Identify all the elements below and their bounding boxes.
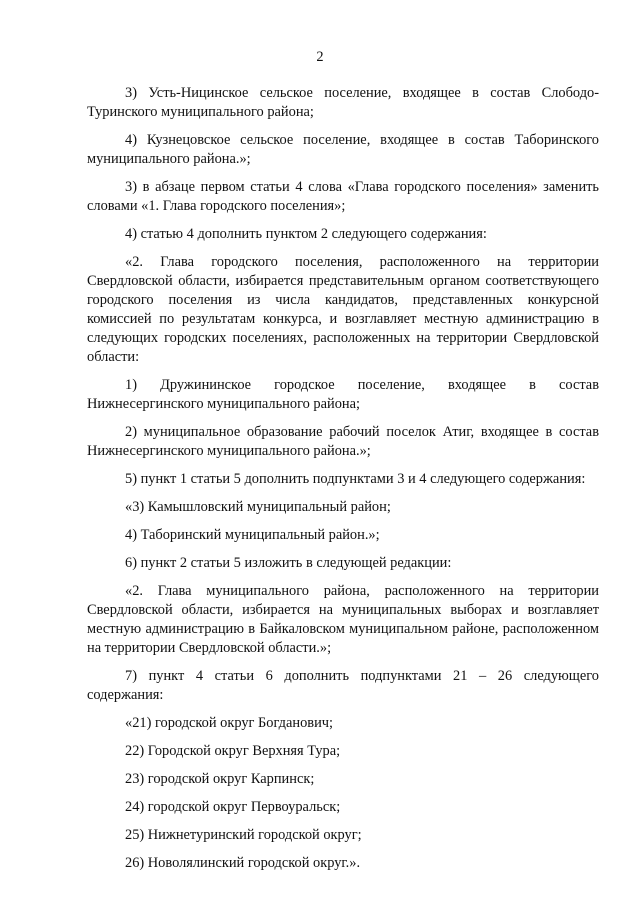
list-item: 25) Нижнетуринский городской округ; — [125, 827, 362, 843]
list-item: «21) городской округ Богданович; — [125, 715, 334, 731]
paragraph: «2. Глава городского поселения, расположенного на территории Свердловской области, избирается представительным органом соответствующего городского поселения из числа кандидатов, представленных конкурсной комиссией по результатам конкурса, и возглавляет местную администрацию в следующих городских поселениях, расположенных на территории Свердловской области: — [87, 254, 599, 365]
paragraph: 5) пункт 1 статьи 5 дополнить подпунктами 3 и 4 следующего содержания: — [125, 471, 586, 487]
list-item: 23) городской округ Карпинск; — [125, 771, 315, 787]
paragraph: 2) муниципальное образование рабочий поселок Атиг, входящее в состав Нижнесергинского муниципального района.»; — [87, 424, 599, 459]
paragraph: «3) Камышловский муниципальный район; — [125, 499, 391, 515]
paragraph: 4) Кузнецовское сельское поселение, входящее в состав Таборинского муниципального района.»; — [87, 132, 599, 167]
paragraph: 7) пункт 4 статьи 6 дополнить подпунктами 21 – 26 следующего содержания: — [87, 668, 599, 703]
paragraph: 4) Таборинский муниципальный район.»; — [125, 527, 380, 543]
list-item: 26) Новолялинский городской округ.». — [125, 855, 361, 871]
paragraph: 1) Дружининское городское поселение, входящее в состав Нижнесергинского муниципального района; — [87, 377, 599, 412]
paragraph: «2. Глава муниципального района, расположенного на территории Свердловской области, избирается на муниципальных выборах и возглавляет местную администрацию в Байкаловском муниципальном районе, расположенном на территории Свердловской области.»; — [87, 583, 599, 656]
paragraph: 3) Усть-Ницинское сельское поселение, входящее в состав Слободо-Туринского муниципального района; — [87, 85, 599, 120]
list-item: 22) Городской округ Верхняя Тура; — [125, 743, 341, 759]
list-item: 24) городской округ Первоуральск; — [125, 799, 341, 815]
paragraph: 6) пункт 2 статьи 5 изложить в следующей редакции: — [125, 555, 452, 571]
page-number: 2 — [316, 49, 324, 65]
document-body — [87, 84, 599, 882]
paragraph: 3) в абзаце первом статьи 4 слова «Глава городского поселения» заменить словами «1. Глава городского поселения»; — [87, 179, 599, 214]
paragraph: 4) статью 4 дополнить пунктом 2 следующего содержания: — [125, 226, 487, 242]
